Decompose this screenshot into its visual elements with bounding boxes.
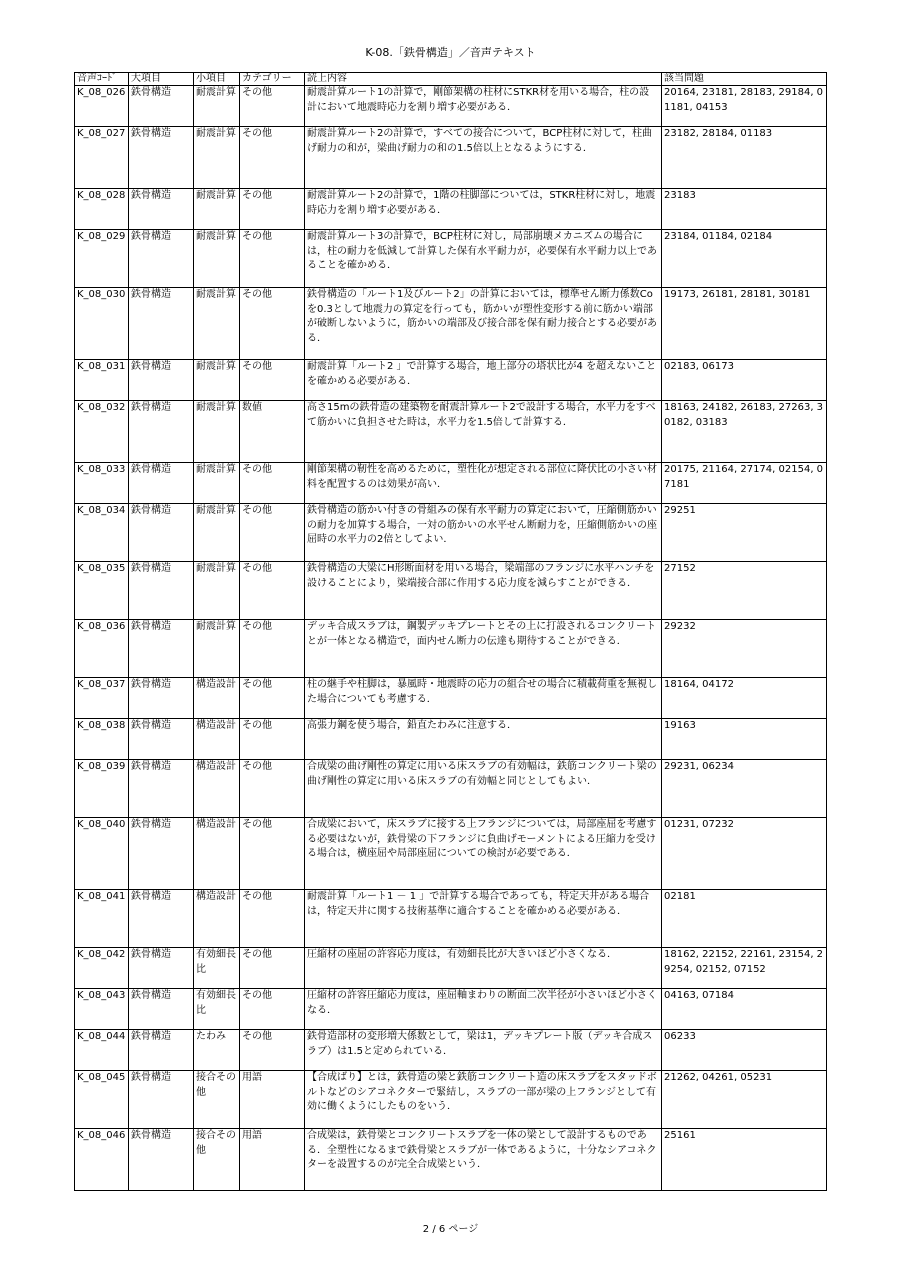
row-refs: 27152: [662, 562, 827, 620]
row-category: その他: [240, 463, 305, 504]
row-refs: 23182, 28184, 01183: [662, 127, 827, 189]
row-code: K_08_034: [75, 504, 129, 562]
row-refs: 23184, 01184, 02184: [662, 230, 827, 288]
row-major: 鉄骨構造: [129, 86, 194, 127]
row-code: K_08_033: [75, 463, 129, 504]
row-minor: 耐震計算: [194, 401, 240, 463]
row-minor: 耐震計算: [194, 86, 240, 127]
row-category: その他: [240, 127, 305, 189]
table-row: [75, 189, 827, 230]
row-category: その他: [240, 86, 305, 127]
table-row: [75, 127, 827, 189]
row-refs: 20164, 23181, 28183, 29184, 01181, 04153: [662, 86, 827, 127]
row-major: 鉄骨構造: [129, 948, 194, 989]
row-minor: たわみ: [194, 1030, 240, 1071]
row-refs: 18162, 22152, 22161, 23154, 29254, 02152, 07152: [662, 948, 827, 989]
page-number: 2 / 6 ページ: [422, 1224, 479, 1235]
row-category: その他: [240, 760, 305, 818]
header-major: 大項目: [129, 73, 194, 86]
row-major: 鉄骨構造: [129, 818, 194, 890]
row-minor: 耐震計算: [194, 463, 240, 504]
row-refs: 04163, 07184: [662, 989, 827, 1030]
row-code: K_08_044: [75, 1030, 129, 1071]
table-row: [75, 230, 827, 288]
row-minor: 有効細長比: [194, 948, 240, 989]
table-row: [75, 562, 827, 620]
row-refs: 01231, 07232: [662, 818, 827, 890]
row-text: 耐震計算ルート2の計算で，すべての接合について，BCP柱材に対して，柱曲げ耐力の和が，梁曲げ耐力の和の1.5倍以上となるようにする．: [305, 127, 662, 189]
row-minor: 耐震計算: [194, 360, 240, 401]
row-major: 鉄骨構造: [129, 890, 194, 948]
row-code: K_08_042: [75, 948, 129, 989]
table-row: [75, 463, 827, 504]
row-major: 鉄骨構造: [129, 562, 194, 620]
row-refs: 20175, 21164, 27174, 02154, 07181: [662, 463, 827, 504]
row-major: 鉄骨構造: [129, 620, 194, 678]
table-row: [75, 620, 827, 678]
row-refs: 06233: [662, 1030, 827, 1071]
row-text: 鉄骨構造の筋かい付きの骨組みの保有水平耐力の算定において，圧縮側筋かいの耐力を加算する場合，一対の筋かいの水平せん断耐力を，圧縮側筋かいの座屈時の水平力の2倍としてよい．: [305, 504, 662, 562]
row-text: 高さ15mの鉄骨造の建築物を耐震計算ルート2で設計する場合，水平力をすべて筋かいに負担させた時は，水平力を1.5倍して計算する．: [305, 401, 662, 463]
row-category: その他: [240, 818, 305, 890]
row-minor: 構造設計: [194, 678, 240, 719]
header-refs: 該当問題: [662, 73, 827, 86]
page-title: K-08.「鉄骨構造」／音声テキスト: [365, 46, 536, 59]
row-major: 鉄骨構造: [129, 230, 194, 288]
row-text: 耐震計算「ルート2 」で計算する場合，地上部分の塔状比が4 を超えないことを確かめる必要がある．: [305, 360, 662, 401]
row-refs: 25161: [662, 1129, 827, 1191]
row-minor: 接合その他: [194, 1129, 240, 1191]
row-text: 圧縮材の許容圧縮応力度は，座屈軸まわりの断面二次半径が小さいほど小さくなる．: [305, 989, 662, 1030]
row-major: 鉄骨構造: [129, 360, 194, 401]
row-category: その他: [240, 719, 305, 760]
row-category: その他: [240, 189, 305, 230]
row-text: デッキ合成スラブは，鋼製デッキプレートとその上に打設されるコンクリートとが一体となる構造で，面内せん断力の伝達も期待することができる．: [305, 620, 662, 678]
row-minor: 耐震計算: [194, 562, 240, 620]
row-category: 用語: [240, 1129, 305, 1191]
row-refs: 21262, 04261, 05231: [662, 1071, 827, 1129]
row-major: 鉄骨構造: [129, 1071, 194, 1129]
row-text: 合成梁において，床スラブに接する上フランジについては，局部座屈を考慮する必要はないが，鉄骨梁の下フランジに負曲げモーメントによる圧縮力を受ける場合は，横座屈や局部座屈についての検討が必要である．: [305, 818, 662, 890]
row-code: K_08_037: [75, 678, 129, 719]
row-code: K_08_029: [75, 230, 129, 288]
row-text: 耐震計算ルート1の計算で，剛節架構の柱材にSTKR材を用いる場合，柱の設計において地震時応力を割り増す必要がある．: [305, 86, 662, 127]
row-code: K_08_041: [75, 890, 129, 948]
table-row: [75, 1129, 827, 1191]
row-code: K_08_043: [75, 989, 129, 1030]
table-row: [75, 890, 827, 948]
row-major: 鉄骨構造: [129, 127, 194, 189]
table-row: [75, 1071, 827, 1129]
row-major: 鉄骨構造: [129, 401, 194, 463]
row-text: 鉄骨造部材の変形増大係数として，梁は1，デッキプレート版（デッキ合成スラブ）は1.5と定められている．: [305, 1030, 662, 1071]
row-category: 用語: [240, 1071, 305, 1129]
row-major: 鉄骨構造: [129, 678, 194, 719]
row-refs: 29232: [662, 620, 827, 678]
row-minor: 構造設計: [194, 719, 240, 760]
table-row: [75, 948, 827, 989]
row-category: その他: [240, 678, 305, 719]
table-row: [75, 401, 827, 463]
row-code: K_08_032: [75, 401, 129, 463]
row-code: K_08_039: [75, 760, 129, 818]
row-minor: 構造設計: [194, 760, 240, 818]
table-row: [75, 504, 827, 562]
table-row: [75, 288, 827, 360]
row-minor: 接合その他: [194, 1071, 240, 1129]
row-category: その他: [240, 1030, 305, 1071]
row-refs: 18164, 04172: [662, 678, 827, 719]
row-refs: 02181: [662, 890, 827, 948]
header-row: [75, 73, 827, 86]
row-minor: 耐震計算: [194, 189, 240, 230]
row-code: K_08_045: [75, 1071, 129, 1129]
row-major: 鉄骨構造: [129, 463, 194, 504]
row-code: K_08_046: [75, 1129, 129, 1191]
row-category: その他: [240, 989, 305, 1030]
row-category: その他: [240, 230, 305, 288]
row-category: その他: [240, 890, 305, 948]
table-row: [75, 719, 827, 760]
row-code: K_08_031: [75, 360, 129, 401]
row-code: K_08_035: [75, 562, 129, 620]
row-text: 剛節架構の靭性を高めるために，塑性化が想定される部位に降伏比の小さい材料を配置するのは効果が高い．: [305, 463, 662, 504]
row-refs: 19163: [662, 719, 827, 760]
table-row: [75, 678, 827, 719]
row-refs: 18163, 24182, 26183, 27263, 30182, 03183: [662, 401, 827, 463]
row-major: 鉄骨構造: [129, 760, 194, 818]
row-minor: 構造設計: [194, 818, 240, 890]
row-major: 鉄骨構造: [129, 719, 194, 760]
row-text: 耐震計算ルート2の計算で，1階の柱脚部については，STKR柱材に対し，地震時応力を割り増す必要がある．: [305, 189, 662, 230]
row-major: 鉄骨構造: [129, 1129, 194, 1191]
row-major: 鉄骨構造: [129, 189, 194, 230]
row-code: K_08_040: [75, 818, 129, 890]
header-text: 読上内容: [305, 73, 662, 86]
row-code: K_08_036: [75, 620, 129, 678]
row-minor: 耐震計算: [194, 230, 240, 288]
row-text: 耐震計算「ルート1 － 1 」で計算する場合であっても，特定天井がある場合は，特定天井に関する技術基準に適合することを確かめる必要がある．: [305, 890, 662, 948]
row-refs: 29231, 06234: [662, 760, 827, 818]
row-code: K_08_028: [75, 189, 129, 230]
row-text: 柱の継手や柱脚は，暴風時・地震時の応力の組合せの場合に積載荷重を無視した場合についても考慮する．: [305, 678, 662, 719]
row-category: その他: [240, 504, 305, 562]
row-refs: 29251: [662, 504, 827, 562]
row-category: 数値: [240, 401, 305, 463]
row-text: 耐震計算ルート3の計算で，BCP柱材に対し，局部崩壊メカニズムの場合には，柱の耐力を低減して計算した保有水平耐力が，必要保有水平耐力以上であることを確かめる．: [305, 230, 662, 288]
row-category: その他: [240, 562, 305, 620]
row-minor: 耐震計算: [194, 127, 240, 189]
table-row: [75, 989, 827, 1030]
table-row: [75, 760, 827, 818]
table-row: [75, 86, 827, 127]
row-refs: 02183, 06173: [662, 360, 827, 401]
row-text: 【合成ばり】とは，鉄骨造の梁と鉄筋コンクリート造の床スラブをスタッドボルトなどのシアコネクターで緊結し，スラブの一部が梁の上フランジとして有効に働くようにしたものをいう．: [305, 1071, 662, 1129]
row-code: K_08_038: [75, 719, 129, 760]
row-major: 鉄骨構造: [129, 989, 194, 1030]
row-text: 合成梁の曲げ剛性の算定に用いる床スラブの有効幅は，鉄筋コンクリート梁の曲げ剛性の算定に用いる床スラブの有効幅と同じとしてもよい．: [305, 760, 662, 818]
row-text: 高張力鋼を使う場合，鉛直たわみに注意する．: [305, 719, 662, 760]
row-text: 圧縮材の座屈の許容応力度は，有効細長比が大きいほど小さくなる．: [305, 948, 662, 989]
row-minor: 有効細長比: [194, 989, 240, 1030]
row-minor: 構造設計: [194, 890, 240, 948]
row-major: 鉄骨構造: [129, 504, 194, 562]
row-text: 鉄骨構造の「ルート1及びルート2」の計算においては，標準せん断力係数Coを0.3として地震力の算定を行っても，筋かいが塑性変形する前に筋かい端部が破断しないように，筋かいの端部及び接合部を保有耐力接合とする必要がある．: [305, 288, 662, 360]
row-code: K_08_026: [75, 86, 129, 127]
row-code: K_08_027: [75, 127, 129, 189]
row-major: 鉄骨構造: [129, 1030, 194, 1071]
content-table: [74, 72, 827, 1191]
row-category: その他: [240, 620, 305, 678]
row-text: 鉄骨構造の大梁にH形断面材を用いる場合，梁端部のフランジに水平ハンチを設けることにより，梁端接合部に作用する応力度を減らすことができる．: [305, 562, 662, 620]
table-row: [75, 818, 827, 890]
row-category: その他: [240, 288, 305, 360]
row-code: K_08_030: [75, 288, 129, 360]
row-refs: 19173, 26181, 28181, 30181: [662, 288, 827, 360]
row-major: 鉄骨構造: [129, 288, 194, 360]
row-category: その他: [240, 360, 305, 401]
table-row: [75, 360, 827, 401]
row-category: その他: [240, 948, 305, 989]
header-category: カテゴリー: [240, 73, 305, 86]
row-minor: 耐震計算: [194, 288, 240, 360]
table-row: [75, 1030, 827, 1071]
header-minor: 小項目: [194, 73, 240, 86]
header-code: 音声ｺｰﾄﾞ: [75, 73, 129, 86]
row-minor: 耐震計算: [194, 504, 240, 562]
row-text: 合成梁は，鉄骨梁とコンクリートスラブを一体の梁として設計するものである．全塑性になるまで鉄骨梁とスラブが一体であるように，十分なシアコネクターを設置するのが完全合成梁という．: [305, 1129, 662, 1191]
row-refs: 23183: [662, 189, 827, 230]
row-minor: 耐震計算: [194, 620, 240, 678]
